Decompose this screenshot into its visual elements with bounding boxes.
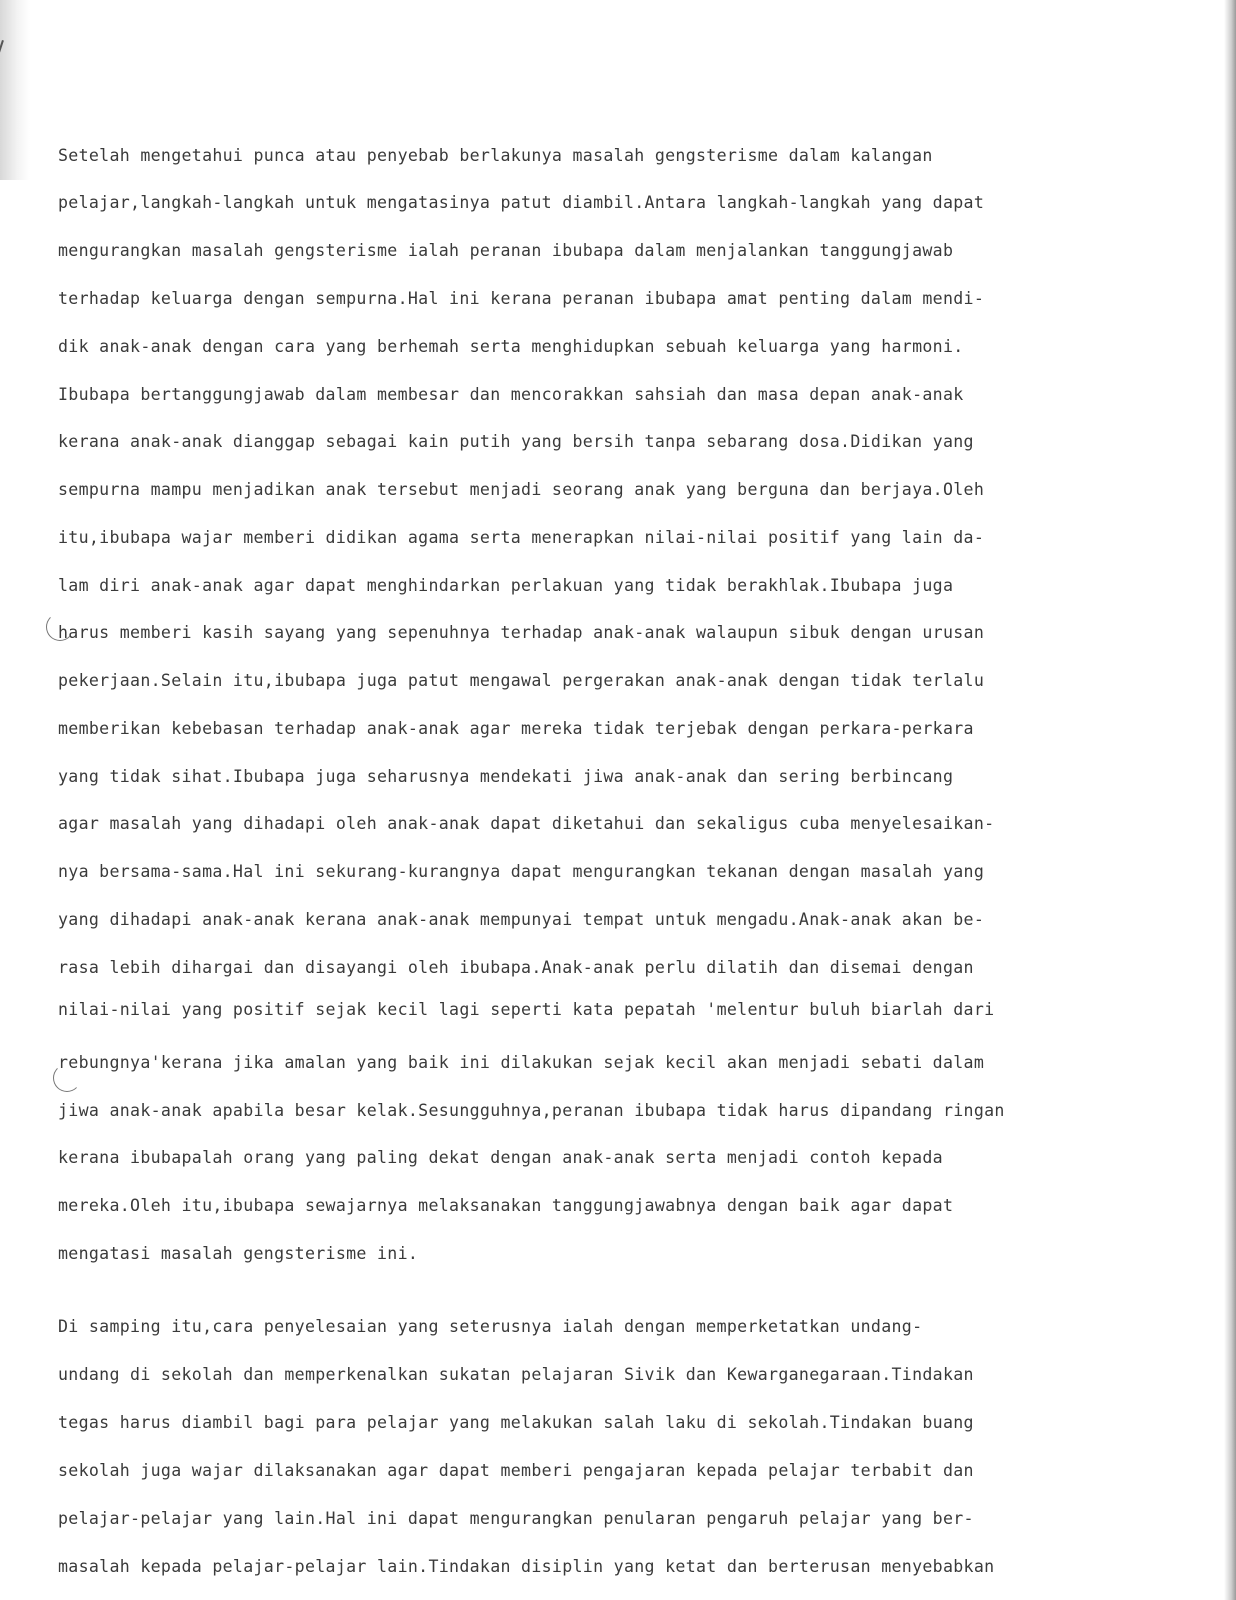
text-line: Di samping itu,cara penyelesaian yang seterusnya ialah dengan memperketatkan undang- — [58, 1317, 923, 1336]
page-edge-shadow-left — [0, 0, 30, 180]
text-line: undang di sekolah dan memperkenalkan sukatan pelajaran Sivik dan Kewarganegaraan.Tindakan — [58, 1365, 974, 1384]
text-line: memberikan kebebasan terhadap anak-anak agar mereka tidak terjebak dengan perkara-perkara — [58, 719, 974, 738]
page-edge-shadow-right — [1224, 0, 1236, 1600]
text-line: sekolah juga wajar dilaksanakan agar dapat memberi pengajaran kepada pelajar terbabit dan — [58, 1461, 974, 1480]
text-line: mereka.Oleh itu,ibubapa sewajarnya melaksanakan tanggungjawabnya dengan baik agar dapat — [58, 1196, 954, 1215]
text-line: Setelah mengetahui punca atau penyebab berlakunya masalah gengsterisme dalam kalangan — [58, 146, 933, 165]
text-line: Ibubapa bertanggungjawab dalam membesar dan mencorakkan sahsiah dan masa depan anak-anak — [58, 385, 964, 404]
text-line: itu,ibubapa wajar memberi didikan agama serta menerapkan nilai-nilai positif yang lain da- — [58, 528, 985, 547]
text-line: tegas harus diambil bagi para pelajar yang melakukan salah laku di sekolah.Tindakan buang — [58, 1413, 974, 1432]
text-line: jiwa anak-anak apabila besar kelak.Sesungguhnya,peranan ibubapa tidak harus dipandang ringan — [58, 1101, 1005, 1120]
text-line: pelajar-pelajar yang lain.Hal ini dapat mengurangkan penularan pengaruh pelajar yang ber- — [58, 1509, 974, 1528]
text-line: dik anak-anak dengan cara yang berhemah serta menghidupkan sebuah keluarga yang harmoni. — [58, 337, 964, 356]
text-line: yang tidak sihat.Ibubapa juga seharusnya mendekati jiwa anak-anak dan sering berbincang — [58, 767, 954, 786]
text-line: rebungnya'kerana jika amalan yang baik ini dilakukan sejak kecil akan menjadi sebati dalam — [58, 1053, 985, 1072]
text-line: pelajar,langkah-langkah untuk mengatasinya patut diambil.Antara langkah-langkah yang dapat — [58, 193, 985, 212]
text-line: mengurangkan masalah gengsterisme ialah peranan ibubapa dalam menjalankan tanggungjawab — [58, 241, 954, 260]
text-line: agar masalah yang dihadapi oleh anak-anak dapat diketahui dan sekaligus cuba menyelesaikan- — [58, 814, 995, 833]
text-line: yang dihadapi anak-anak kerana anak-anak mempunyai tempat untuk mengadu.Anak-anak akan be- — [58, 910, 985, 929]
text-line: lam diri anak-anak agar dapat menghindarkan perlakuan yang tidak berakhlak.Ibubapa juga — [58, 576, 954, 595]
text-line: nilai-nilai yang positif sejak kecil lagi seperti kata pepatah 'melentur buluh biarlah dari — [58, 1000, 995, 1019]
text-line: pekerjaan.Selain itu,ibubapa juga patut mengawal pergerakan anak-anak dengan tidak terlalu — [58, 671, 985, 690]
text-line: terhadap keluarga dengan sempurna.Hal ini kerana peranan ibubapa amat penting dalam mendi- — [58, 289, 985, 308]
text-line: sempurna mampu menjadikan anak tersebut menjadi seorang anak yang berguna dan berjaya.Oleh — [58, 480, 985, 499]
text-line: kerana anak-anak dianggap sebagai kain putih yang bersih tanpa sebarang dosa.Didikan yang — [58, 432, 974, 451]
text-line: kerana ibubapalah orang yang paling dekat dengan anak-anak serta menjadi contoh kepada — [58, 1148, 943, 1167]
text-line: harus memberi kasih sayang yang sepenuhnya terhadap anak-anak walaupun sibuk dengan urusan — [58, 623, 985, 642]
text-line: nya bersama-sama.Hal ini sekurang-kurangnya dapat mengurangkan tekanan dengan masalah yang — [58, 862, 985, 881]
text-line: rasa lebih dihargai dan disayangi oleh ibubapa.Anak-anak perlu dilatih dan disemai dengan — [58, 958, 974, 977]
text-line: masalah kepada pelajar-pelajar lain.Tindakan disiplin yang ketat dan berterusan menyebabkan — [58, 1557, 995, 1576]
text-line: mengatasi masalah gengsterisme ini. — [58, 1244, 419, 1263]
